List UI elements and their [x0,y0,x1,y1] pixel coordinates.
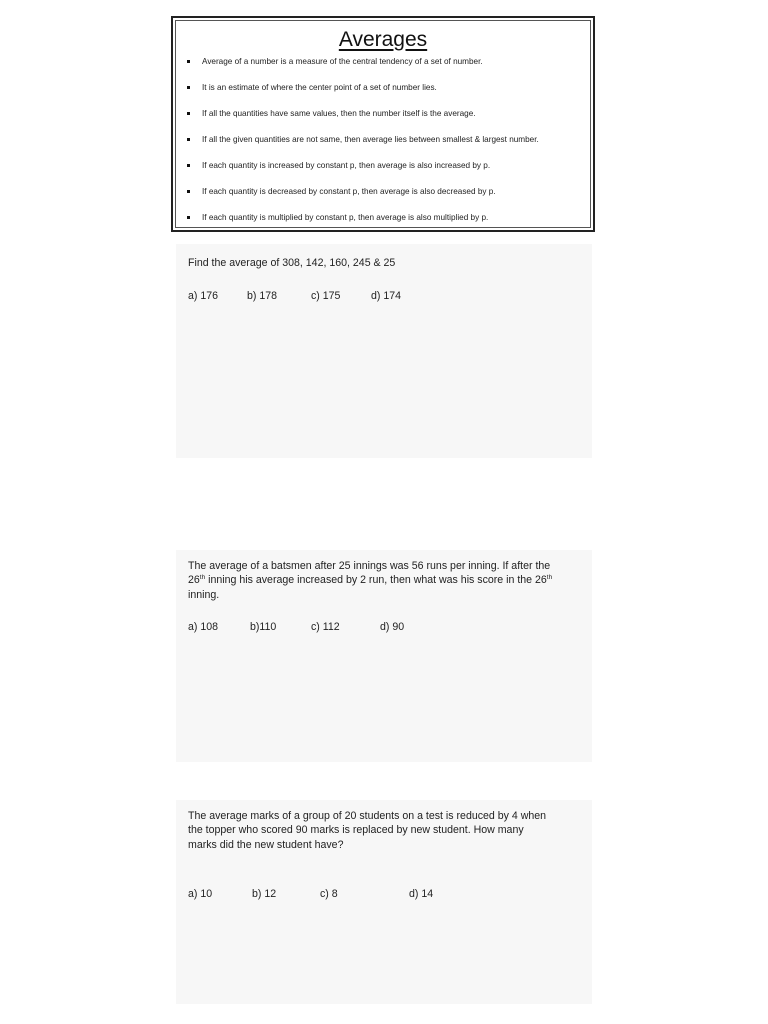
bullet-square-icon [187,60,190,63]
question-2-line-2 [188,573,552,587]
list-item [185,134,539,160]
list-item [185,108,539,134]
list-item-text: If each quantity is increased by constant p, then average is also increased by p. [202,161,491,170]
bullet-square-icon [187,216,190,219]
question-2-line-2-text: inning his average increased by 2 run, then what was his score in the 26 [205,574,547,587]
question-2-option-b: b)110 [250,621,277,633]
list-item [185,56,539,82]
question-2-line-3: inning. [188,588,220,601]
list-item-text: Average of a number is a measure of the central tendency of a set of number. [202,57,483,66]
bullet-square-icon [187,164,190,167]
question-1-panel [176,244,592,458]
question-3-option-a: a) 10 [188,888,213,900]
question-3-line-3: marks did the new student have? [188,838,344,851]
question-1-option-c: c) 175 [311,290,341,302]
properties-list [185,56,539,238]
ordinal-suffix: th [199,574,206,582]
question-1-text: Find the average of 308, 142, 160, 245 & 25 [188,257,396,269]
list-item-text: It is an estimate of where the center point of a set of number lies. [202,83,437,92]
page-title: Averages [338,28,428,51]
question-3-option-b: b) 12 [252,888,277,900]
question-1-option-a: a) 176 [188,290,219,302]
question-2-line-1: The average of a batsmen after 25 innings was 56 runs per inning. If after the [188,560,551,572]
ordinal-suffix: th [546,574,553,582]
list-item-text: If all the given quantities are not same, then average lies between smallest & largest number. [202,135,539,144]
list-item-text: If each quantity is decreased by constant p, then average is also decreased by p. [202,187,496,196]
inning-number: 26 [188,574,200,587]
bullet-square-icon [187,138,190,141]
question-2-text [188,559,552,602]
question-2-option-a: a) 108 [188,621,219,633]
question-3-line-1: The average marks of a group of 20 students on a test is reduced by 4 when [188,810,547,822]
list-item [185,212,539,238]
question-3-option-d: d) 14 [409,888,434,900]
list-item-text: If each quantity is multiplied by constant p, then average is also multiplied by p. [202,213,489,222]
list-item [185,160,539,186]
list-item [185,186,539,212]
bullet-square-icon [187,86,190,89]
question-3-line-2: the topper who scored 90 marks is replaced by new student. How many [188,824,524,837]
averages-info-box [171,16,595,232]
question-2-option-c: c) 112 [311,621,340,633]
question-1-option-d: d) 174 [371,290,402,302]
question-1-option-b: b) 178 [247,290,278,302]
question-2-option-d: d) 90 [380,621,405,633]
bullet-square-icon [187,190,190,193]
question-3-option-c: c) 8 [320,888,338,900]
list-item-text: If all the quantities have same values, then the number itself is the average. [202,109,476,118]
question-3-text [188,809,546,852]
bullet-square-icon [187,112,190,115]
list-item [185,82,539,108]
